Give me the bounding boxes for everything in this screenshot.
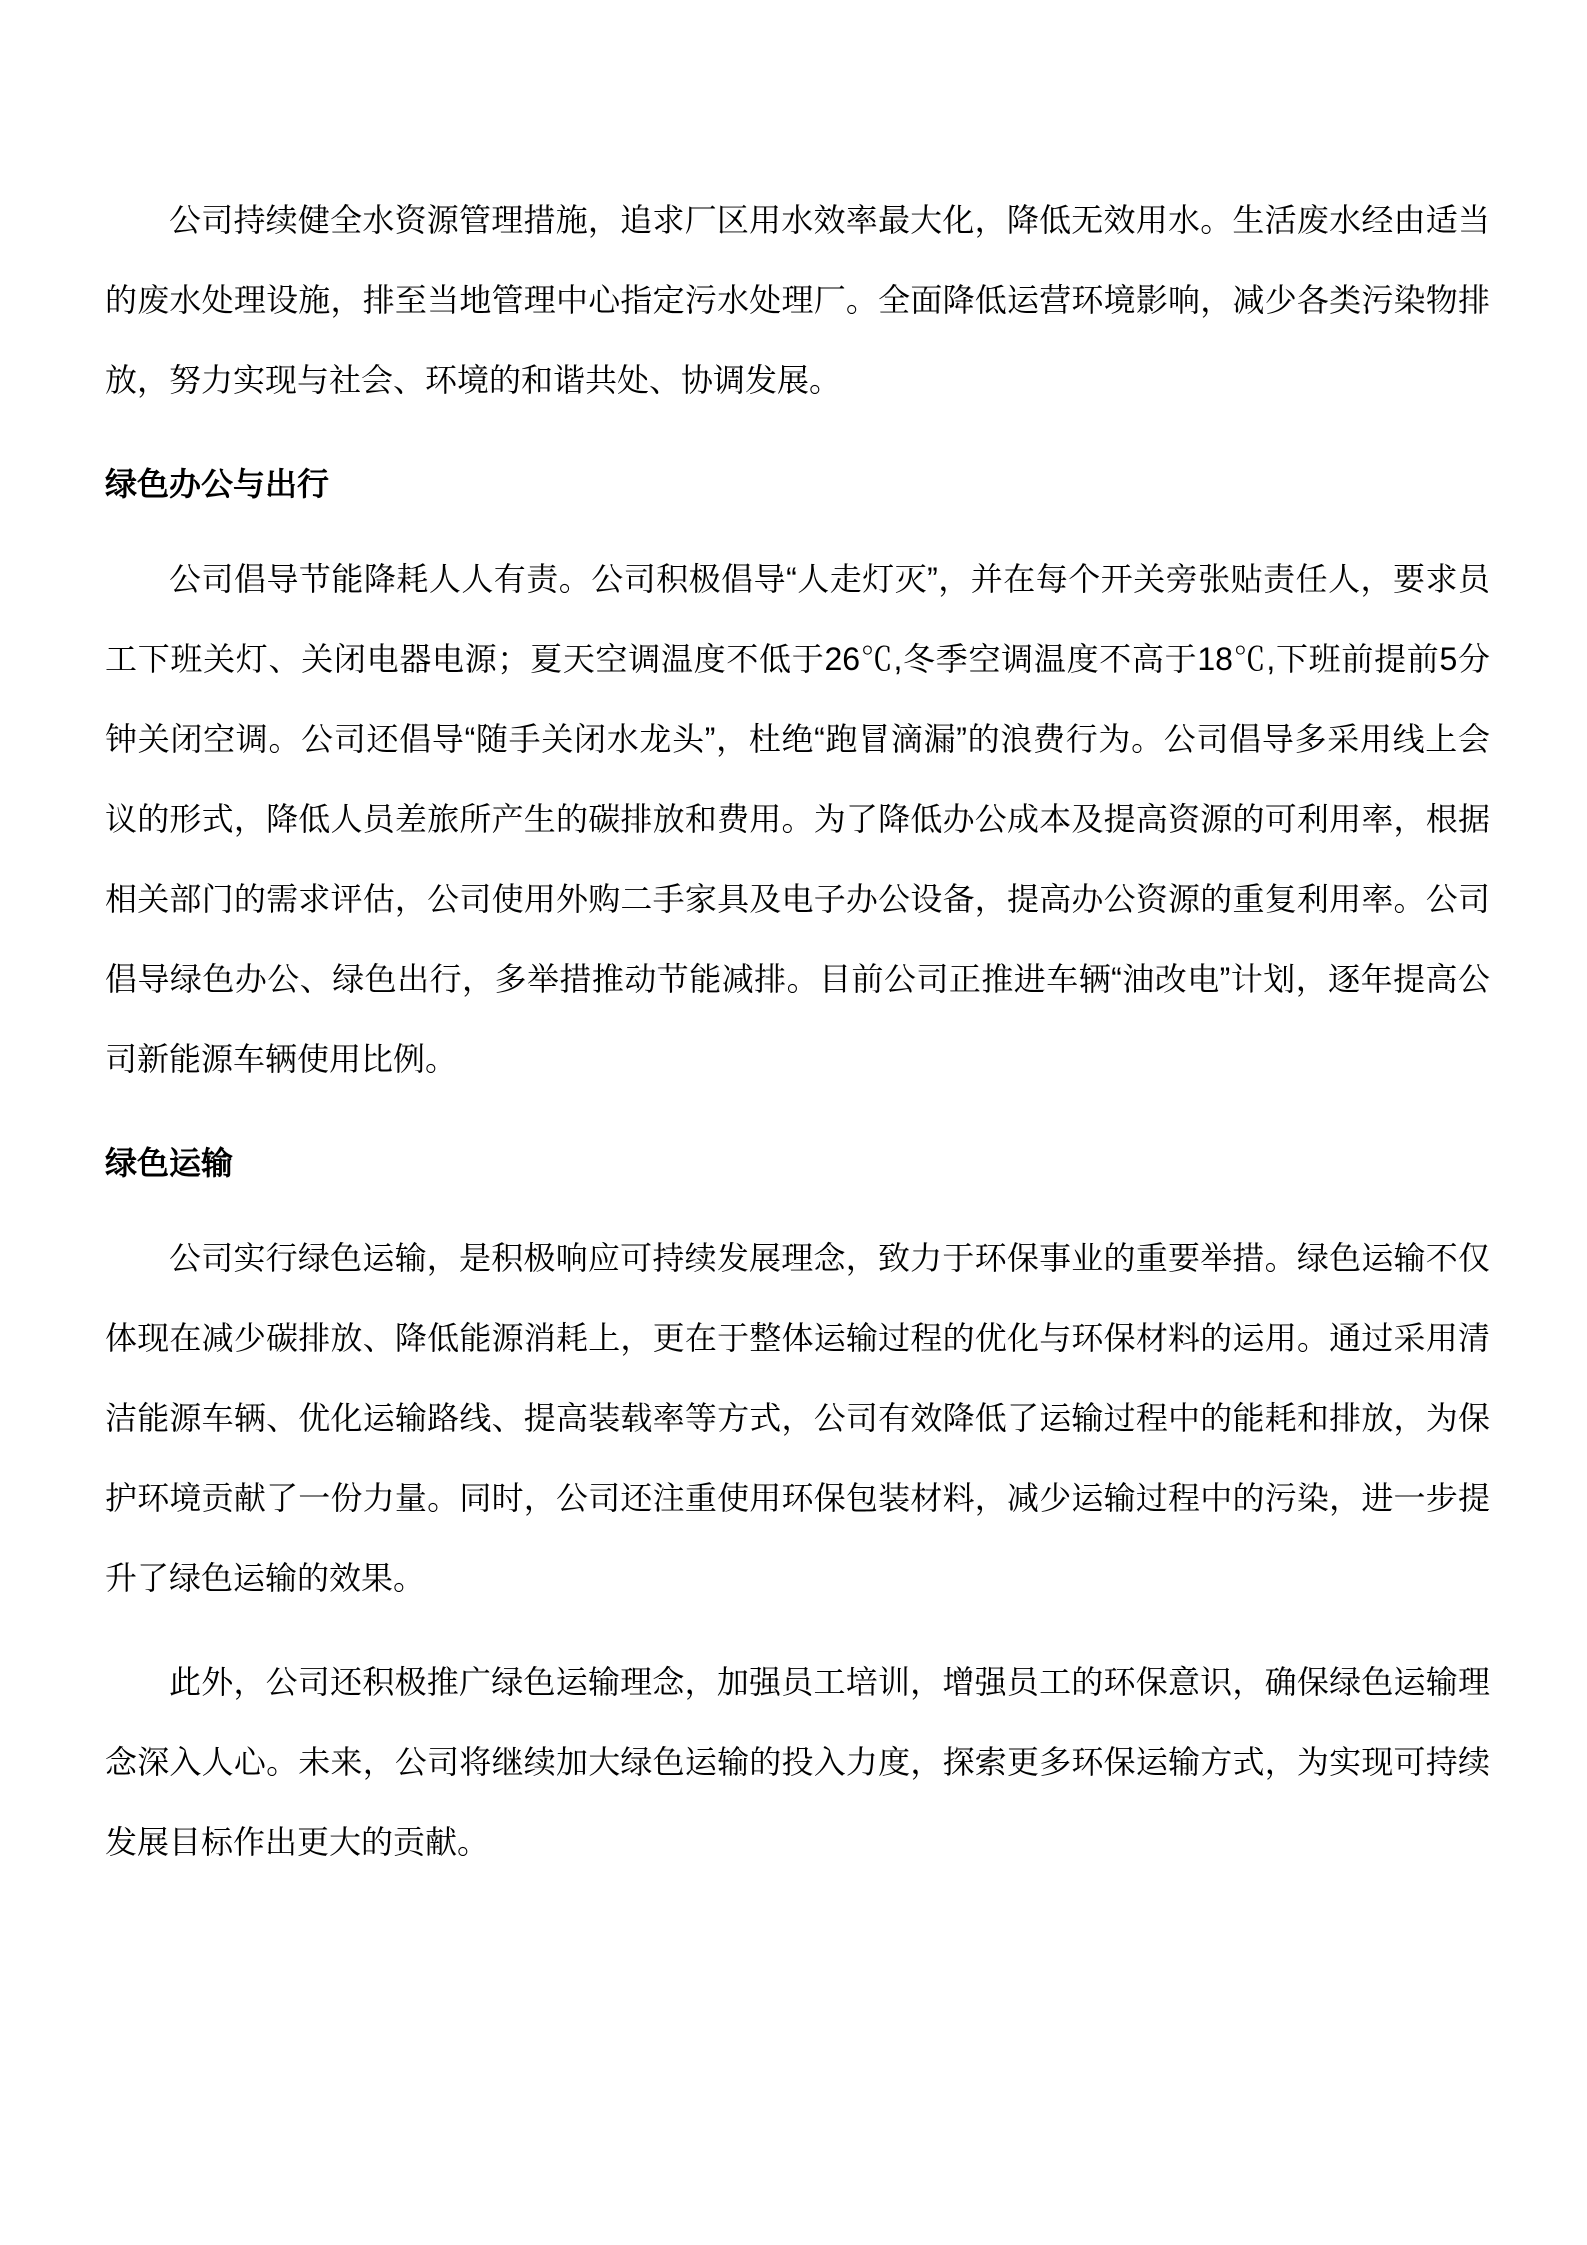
paragraph-green-transport-outlook: 此外，公司还积极推广绿色运输理念，加强员工培训，增强员工的环保意识，确保绿色运输理念深入人心。未来，公司将继续加大绿色运输的投入力度，探索更多环保运输方式，为实现可持续发展目标作出更大的贡献。 bbox=[105, 1664, 1490, 1860]
heading-green-office-travel: 绿色办公与出行 bbox=[105, 466, 330, 502]
heading-green-transport: 绿色运输 bbox=[105, 1145, 234, 1181]
paragraph-green-office-travel: 公司倡导节能降耗人人有责。公司积极倡导“人走灯灭”，并在每个开关旁张贴责任人，要求员工下班关灯、关闭电器电源；夏天空调温度不低于26℃,冬季空调温度不高于18℃,下班前提前5分钟关闭空调。公司还倡导“随手关闭水龙头”，杜绝“跑冒滴漏”的浪费行为。公司倡导多采用线上会议的形式，降低人员差旅所产生的碳排放和费用。为了降低办公成本及提高资源的可利用率，根据相关部门的需求评估，公司使用外购二手家具及电子办公设备，提高办公资源的重复利用率。公司倡导绿色办公、绿色出行，多举措推动节能减排。目前公司正推进车辆“油改电”计划，逐年提高公司新能源车辆使用比例。 bbox=[105, 561, 1490, 1077]
paragraph-green-transport-benefits: 公司实行绿色运输，是积极响应可持续发展理念，致力于环保事业的重要举措。绿色运输不仅体现在减少碳排放、降低能源消耗上，更在于整体运输过程的优化与环保材料的运用。通过采用清洁能源车辆、优化运输路线、提高装载率等方式，公司有效降低了运输过程中的能耗和排放，为保护环境贡献了一份力量。同时，公司还注重使用环保包装材料，减少运输过程中的污染，进一步提升了绿色运输的效果。 bbox=[105, 1240, 1490, 1596]
paragraph-water-management: 公司持续健全水资源管理措施，追求厂区用水效率最大化，降低无效用水。生活废水经由适当的废水处理设施，排至当地管理中心指定污水处理厂。全面降低运营环境影响，减少各类污染物排放，努力实现与社会、环境的和谐共处、协调发展。 bbox=[105, 202, 1490, 398]
